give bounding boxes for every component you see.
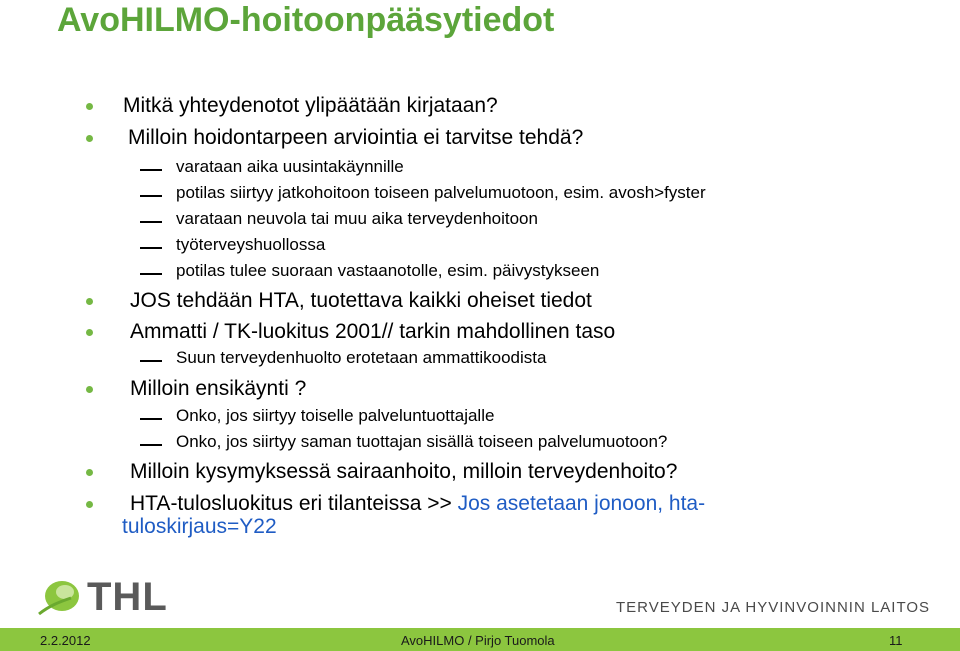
dash-marker: [140, 360, 162, 362]
list-item: Ammatti / TK-luokitus 2001// tarkin mahdollinen taso: [130, 320, 616, 343]
list-item: potilas siirtyy jatkohoitoon toiseen palvelumuotoon, esim. avosh>fyster: [176, 183, 706, 202]
page-number: 11: [889, 633, 903, 648]
list-item-hta: [130, 492, 705, 516]
list-item: Mitkä yhteydenotot ylipäätään kirjataan?: [123, 94, 498, 117]
dash-marker: [140, 444, 162, 446]
dash-marker: [140, 247, 162, 249]
bullet-dot: [86, 469, 93, 476]
dash-marker: [140, 273, 162, 275]
bullet-dot: [86, 135, 93, 142]
list-item: Suun terveydenhuolto erotetaan ammattikoodista: [176, 348, 547, 367]
bullet-dot: [86, 386, 93, 393]
slide-title: AvoHILMO-hoitoonpääsytiedot: [57, 1, 555, 39]
footer-date: 2.2.2012: [40, 633, 91, 648]
list-item: Onko, jos siirtyy saman tuottajan sisällä toiseen palvelumuotoon?: [176, 432, 668, 451]
list-item: Onko, jos siirtyy toiselle palveluntuottajalle: [176, 406, 495, 425]
list-item: työterveyshuollossa: [176, 235, 326, 254]
list-item: varataan neuvola tai muu aika terveydenhoitoon: [176, 209, 538, 228]
list-item: JOS tehdään HTA, tuotettava kaikki oheiset tiedot: [130, 289, 592, 312]
list-item: Milloin kysymyksessä sairaanhoito, milloin terveydenhoito?: [130, 460, 678, 483]
list-item: Milloin hoidontarpeen arviointia ei tarvitse tehdä?: [128, 126, 584, 149]
dash-marker: [140, 221, 162, 223]
bullet-dot: [86, 103, 93, 110]
dash-marker: [140, 195, 162, 197]
thl-logo-text: THL: [87, 575, 168, 619]
list-item: Milloin ensikäynti ?: [130, 377, 307, 400]
dash-marker: [140, 169, 162, 171]
hta-link-continuation[interactable]: tuloskirjaus=Y22: [122, 515, 277, 538]
hta-link[interactable]: Jos asetetaan jonoon, hta-: [457, 492, 706, 515]
organization-name: TERVEYDEN JA HYVINVOINNIN LAITOS: [616, 599, 931, 616]
hta-prefix: HTA-tulosluokitus eri tilanteissa >>: [130, 492, 458, 515]
bullet-dot: [86, 298, 93, 305]
bullet-dot: [86, 501, 93, 508]
thl-leaf-icon: [35, 576, 85, 618]
dash-marker: [140, 418, 162, 420]
footer-center-text: AvoHILMO / Pirjo Tuomola: [401, 633, 555, 648]
list-item: varataan aika uusintakäynnille: [176, 157, 404, 176]
list-item: potilas tulee suoraan vastaanotolle, esim. päivystykseen: [176, 261, 600, 280]
bullet-dot: [86, 329, 93, 336]
